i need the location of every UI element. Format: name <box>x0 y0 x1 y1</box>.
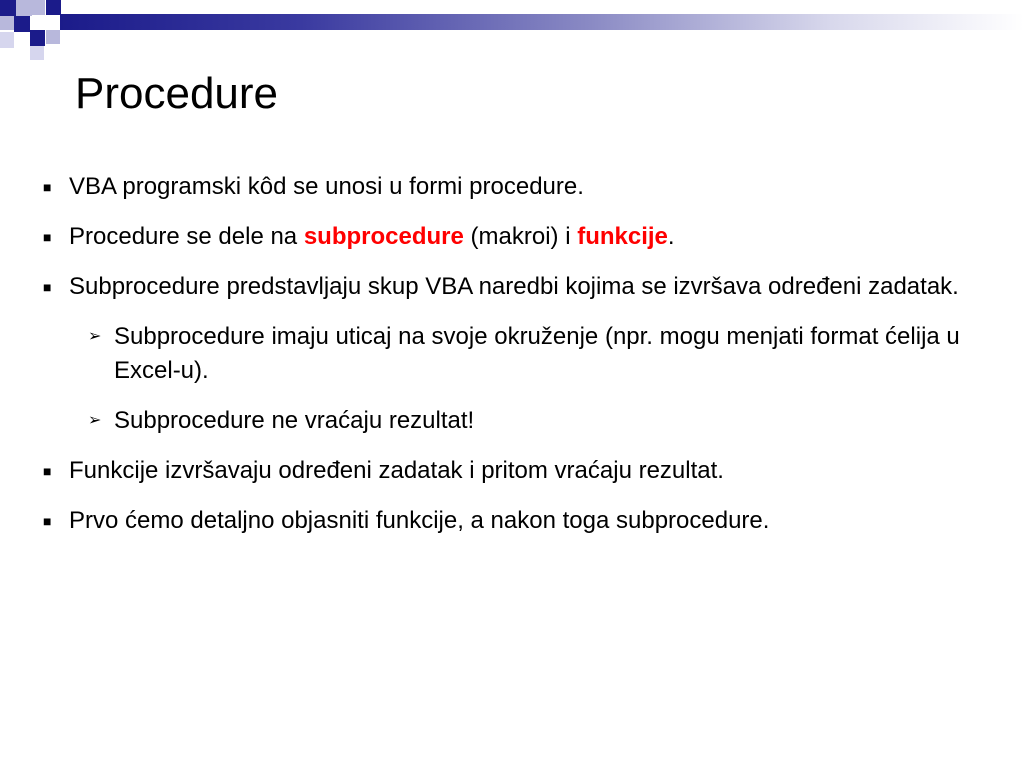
bullet-list <box>38 170 998 554</box>
header-gradient-bar <box>60 14 1024 30</box>
decor-square <box>0 16 14 30</box>
bullet-text: . <box>667 223 675 250</box>
arrow-bullet-icon: ➢ <box>88 328 102 345</box>
square-bullet-icon: ■ <box>43 179 52 195</box>
bullet-item <box>38 504 998 538</box>
bullet-text: VBA programski kôd se unosi u formi procedure. <box>69 173 584 200</box>
highlight-term: subprocedure <box>303 223 464 250</box>
bullet-text: Funkcije izvršavaju određeni zadatak i pritom vraćaju rezultat. <box>69 457 724 484</box>
square-bullet-icon: ■ <box>43 513 52 529</box>
sub-bullet-item <box>84 320 998 388</box>
decor-square <box>46 0 61 15</box>
square-bullet-icon: ■ <box>43 229 52 245</box>
square-bullet-icon: ■ <box>43 463 52 479</box>
decor-square <box>30 30 45 46</box>
decor-square <box>30 46 44 60</box>
sub-bullet-item <box>84 404 998 438</box>
decor-square <box>14 16 30 32</box>
highlight-term: funkcije <box>577 223 668 250</box>
decor-square <box>46 30 60 44</box>
arrow-bullet-icon: ➢ <box>88 412 102 429</box>
decor-square <box>0 0 16 16</box>
decor-square <box>30 0 45 15</box>
bullet-text: Subprocedure imaju uticaj na svoje okruženje (npr. mogu menjati format ćelija u Excel-u). <box>114 323 960 384</box>
decor-square <box>0 32 14 48</box>
bullet-text: Subprocedure predstavljaju skup VBA naredbi kojima se izvršava određeni zadatak. <box>69 273 959 300</box>
bullet-text: Procedure se dele na <box>69 223 304 250</box>
square-bullet-icon: ■ <box>43 279 52 295</box>
bullet-text: (makroi) i <box>463 223 578 250</box>
bullet-item <box>38 170 998 204</box>
bullet-text: Subprocedure ne vraćaju rezultat! <box>114 407 475 434</box>
slide-title: Procedure <box>75 69 279 118</box>
bullet-item <box>38 270 998 304</box>
bullet-item <box>38 454 998 488</box>
bullet-text: Prvo ćemo detaljno objasniti funkcije, a nakon toga subprocedure. <box>69 507 770 534</box>
bullet-item <box>38 220 998 254</box>
